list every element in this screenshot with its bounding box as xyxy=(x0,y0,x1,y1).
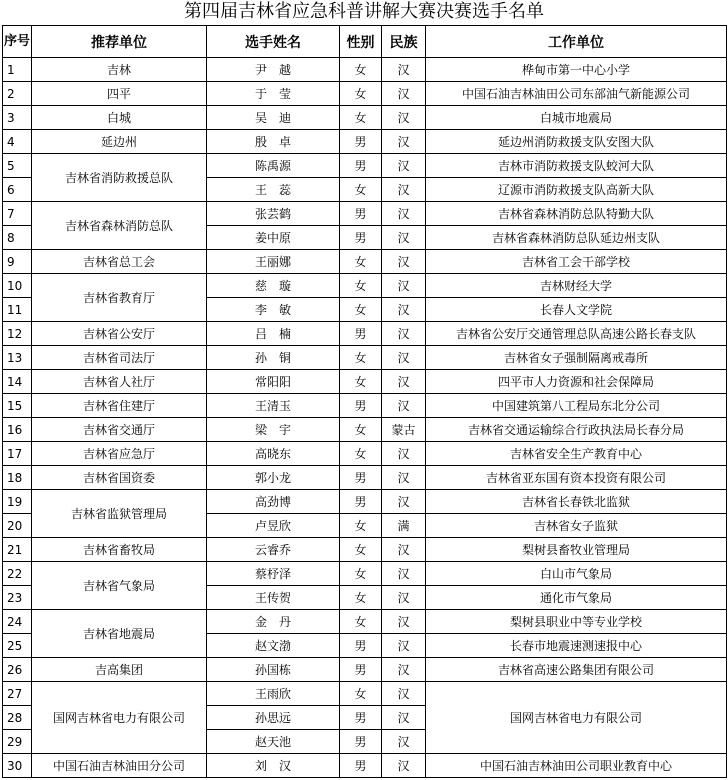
unit-cell[interactable]: 吉林省人社厅 xyxy=(32,370,207,394)
gender-cell[interactable]: 女 xyxy=(340,682,382,706)
workplace-cell[interactable]: 吉林省森林消防总队特勤大队 xyxy=(426,202,727,226)
ethnicity-cell[interactable]: 汉 xyxy=(382,754,426,778)
seq-cell[interactable]: 10 xyxy=(3,274,32,298)
name-cell[interactable]: 梁 宇 xyxy=(207,418,340,442)
workplace-cell[interactable]: 吉林省长春铁北监狱 xyxy=(426,490,727,514)
gender-cell[interactable]: 男 xyxy=(340,226,382,250)
seq-cell[interactable]: 28 xyxy=(3,706,32,730)
table-row xyxy=(3,58,727,82)
workplace-cell[interactable]: 桦甸市第一中心小学 xyxy=(426,58,727,82)
seq-cell[interactable]: 8 xyxy=(3,226,32,250)
ethnicity-cell[interactable]: 汉 xyxy=(382,634,426,658)
seq-cell[interactable]: 26 xyxy=(3,658,32,682)
seq-cell[interactable]: 6 xyxy=(3,178,32,202)
workplace-cell[interactable]: 白城市地震局 xyxy=(426,106,727,130)
seq-cell[interactable]: 23 xyxy=(3,586,32,610)
seq-cell[interactable]: 24 xyxy=(3,610,32,634)
ethnicity-cell[interactable]: 汉 xyxy=(382,82,426,106)
table-row xyxy=(3,346,727,370)
unit-cell[interactable]: 吉林省地震局 xyxy=(32,610,207,658)
name-cell[interactable]: 慈 璇 xyxy=(207,274,340,298)
unit-cell[interactable]: 吉林省消防救援总队 xyxy=(32,154,207,202)
header-ethnicity[interactable]: 民族 xyxy=(382,26,426,58)
workplace-cell[interactable]: 吉林省公安厅交通管理总队高速公路长春支队 xyxy=(426,322,727,346)
unit-cell[interactable]: 吉林省监狱管理局 xyxy=(32,490,207,538)
name-cell[interactable]: 于 莹 xyxy=(207,82,340,106)
ethnicity-cell[interactable]: 汉 xyxy=(382,586,426,610)
seq-cell[interactable]: 25 xyxy=(3,634,32,658)
gender-cell[interactable]: 男 xyxy=(340,394,382,418)
gender-cell[interactable]: 女 xyxy=(340,442,382,466)
gender-cell[interactable]: 女 xyxy=(340,58,382,82)
ethnicity-cell[interactable]: 汉 xyxy=(382,154,426,178)
gender-cell[interactable]: 男 xyxy=(340,658,382,682)
unit-cell[interactable]: 吉林省气象局 xyxy=(32,562,207,610)
gender-cell[interactable]: 男 xyxy=(340,730,382,754)
gender-cell[interactable]: 男 xyxy=(340,322,382,346)
seq-cell[interactable]: 12 xyxy=(3,322,32,346)
seq-cell[interactable]: 18 xyxy=(3,466,32,490)
name-cell[interactable]: 王丽娜 xyxy=(207,250,340,274)
gender-cell[interactable]: 女 xyxy=(340,418,382,442)
ethnicity-cell[interactable]: 汉 xyxy=(382,394,426,418)
gender-cell[interactable]: 男 xyxy=(340,634,382,658)
finalist-table xyxy=(2,25,727,778)
unit-cell[interactable]: 四平 xyxy=(32,82,207,106)
name-cell[interactable]: 蔡杼泽 xyxy=(207,562,340,586)
ethnicity-cell[interactable]: 蒙古 xyxy=(382,418,426,442)
header-row xyxy=(3,26,727,58)
unit-cell[interactable]: 吉林省教育厅 xyxy=(32,274,207,322)
gender-cell[interactable]: 女 xyxy=(340,298,382,322)
name-cell[interactable]: 常阳阳 xyxy=(207,370,340,394)
name-cell[interactable]: 吕 楠 xyxy=(207,322,340,346)
seq-cell[interactable]: 13 xyxy=(3,346,32,370)
unit-cell[interactable]: 吉林 xyxy=(32,58,207,82)
table-row xyxy=(3,274,727,298)
name-cell[interactable]: 王传贺 xyxy=(207,586,340,610)
gender-cell[interactable]: 女 xyxy=(340,106,382,130)
workplace-cell[interactable]: 吉林财经大学 xyxy=(426,274,727,298)
ethnicity-cell[interactable]: 汉 xyxy=(382,658,426,682)
name-cell[interactable]: 殷 卓 xyxy=(207,130,340,154)
workplace-cell[interactable]: 延边州消防救援支队安图大队 xyxy=(426,130,727,154)
workplace-cell[interactable]: 吉林省高速公路集团有限公司 xyxy=(426,658,727,682)
name-cell[interactable]: 孙思远 xyxy=(207,706,340,730)
table-row xyxy=(3,490,727,514)
table-row xyxy=(3,418,727,442)
seq-cell[interactable]: 2 xyxy=(3,82,32,106)
gender-cell[interactable]: 女 xyxy=(340,346,382,370)
table-row xyxy=(3,562,727,586)
ethnicity-cell[interactable]: 汉 xyxy=(382,346,426,370)
name-cell[interactable]: 王 蕊 xyxy=(207,178,340,202)
table-row xyxy=(3,682,727,706)
ethnicity-cell[interactable]: 汉 xyxy=(382,490,426,514)
gender-cell[interactable]: 男 xyxy=(340,130,382,154)
seq-cell[interactable]: 21 xyxy=(3,538,32,562)
unit-cell[interactable]: 吉林省畜牧局 xyxy=(32,538,207,562)
seq-cell[interactable]: 3 xyxy=(3,106,32,130)
unit-cell[interactable]: 吉林省公安厅 xyxy=(32,322,207,346)
unit-cell[interactable]: 延边州 xyxy=(32,130,207,154)
table-row xyxy=(3,106,727,130)
seq-cell[interactable]: 22 xyxy=(3,562,32,586)
name-cell[interactable]: 孙 铜 xyxy=(207,346,340,370)
workplace-cell[interactable]: 白山市气象局 xyxy=(426,562,727,586)
ethnicity-cell[interactable]: 满 xyxy=(382,514,426,538)
gender-cell[interactable]: 男 xyxy=(340,490,382,514)
workplace-cell[interactable]: 梨树县职业中等专业学校 xyxy=(426,610,727,634)
ethnicity-cell[interactable]: 汉 xyxy=(382,682,426,706)
gender-cell[interactable]: 男 xyxy=(340,706,382,730)
gender-cell[interactable]: 女 xyxy=(340,82,382,106)
workplace-cell[interactable]: 长春人文学院 xyxy=(426,298,727,322)
table-row xyxy=(3,610,727,634)
unit-cell[interactable]: 中国石油吉林油田分公司 xyxy=(32,754,207,778)
ethnicity-cell[interactable]: 汉 xyxy=(382,298,426,322)
name-cell[interactable]: 刘 汉 xyxy=(207,754,340,778)
seq-cell[interactable]: 16 xyxy=(3,418,32,442)
ethnicity-cell[interactable]: 汉 xyxy=(382,610,426,634)
workplace-cell[interactable]: 中国石油吉林油田公司东部油气新能源公司 xyxy=(426,82,727,106)
workplace-cell[interactable]: 吉林省森林消防总队延边州支队 xyxy=(426,226,727,250)
unit-cell[interactable]: 吉林省应急厅 xyxy=(32,442,207,466)
ethnicity-cell[interactable]: 汉 xyxy=(382,442,426,466)
ethnicity-cell[interactable]: 汉 xyxy=(382,106,426,130)
table-row xyxy=(3,370,727,394)
gender-cell[interactable]: 女 xyxy=(340,370,382,394)
workplace-cell[interactable]: 吉林省女子强制隔离戒毒所 xyxy=(426,346,727,370)
unit-cell[interactable]: 吉林省国资委 xyxy=(32,466,207,490)
name-cell[interactable]: 赵天池 xyxy=(207,730,340,754)
unit-cell[interactable]: 吉林省森林消防总队 xyxy=(32,202,207,250)
seq-cell[interactable]: 30 xyxy=(3,754,32,778)
seq-cell[interactable]: 29 xyxy=(3,730,32,754)
table-row xyxy=(3,394,727,418)
gender-cell[interactable]: 女 xyxy=(340,514,382,538)
workplace-cell[interactable]: 吉林省工会干部学校 xyxy=(426,250,727,274)
table-row xyxy=(3,154,727,178)
seq-cell[interactable]: 7 xyxy=(3,202,32,226)
header-seq[interactable]: 序号 xyxy=(3,26,32,58)
table-row xyxy=(3,538,727,562)
name-cell[interactable]: 高劲博 xyxy=(207,490,340,514)
seq-cell[interactable]: 20 xyxy=(3,514,32,538)
seq-cell[interactable]: 27 xyxy=(3,682,32,706)
gender-cell[interactable]: 女 xyxy=(340,538,382,562)
seq-cell[interactable]: 11 xyxy=(3,298,32,322)
seq-cell[interactable]: 4 xyxy=(3,130,32,154)
seq-cell[interactable]: 19 xyxy=(3,490,32,514)
gender-cell[interactable]: 女 xyxy=(340,610,382,634)
ethnicity-cell[interactable]: 汉 xyxy=(382,562,426,586)
name-cell[interactable]: 尹 越 xyxy=(207,58,340,82)
table-row xyxy=(3,754,727,778)
name-cell[interactable]: 金 丹 xyxy=(207,610,340,634)
header-gender[interactable]: 性别 xyxy=(340,26,382,58)
unit-cell[interactable]: 吉林省住建厅 xyxy=(32,394,207,418)
gender-cell[interactable]: 女 xyxy=(340,250,382,274)
seq-cell[interactable]: 14 xyxy=(3,370,32,394)
name-cell[interactable]: 王雨欣 xyxy=(207,682,340,706)
table-row xyxy=(3,466,727,490)
ethnicity-cell[interactable]: 汉 xyxy=(382,538,426,562)
seq-cell[interactable]: 5 xyxy=(3,154,32,178)
ethnicity-cell[interactable]: 汉 xyxy=(382,226,426,250)
workplace-cell[interactable]: 吉林省女子监狱 xyxy=(426,514,727,538)
ethnicity-cell[interactable]: 汉 xyxy=(382,370,426,394)
name-cell[interactable]: 王清玉 xyxy=(207,394,340,418)
ethnicity-cell[interactable]: 汉 xyxy=(382,202,426,226)
gender-cell[interactable]: 男 xyxy=(340,154,382,178)
gender-cell[interactable]: 女 xyxy=(340,178,382,202)
gender-cell[interactable]: 男 xyxy=(340,466,382,490)
workplace-cell[interactable]: 通化市气象局 xyxy=(426,586,727,610)
name-cell[interactable]: 姜中原 xyxy=(207,226,340,250)
name-cell[interactable]: 赵文渤 xyxy=(207,634,340,658)
name-cell[interactable]: 张芸鹤 xyxy=(207,202,340,226)
workplace-cell[interactable]: 梨树县畜牧业管理局 xyxy=(426,538,727,562)
table-row xyxy=(3,322,727,346)
name-cell[interactable]: 陈禹源 xyxy=(207,154,340,178)
seq-cell[interactable]: 1 xyxy=(3,58,32,82)
ethnicity-cell[interactable]: 汉 xyxy=(382,58,426,82)
workplace-cell[interactable]: 四平市人力资源和社会保障局 xyxy=(426,370,727,394)
table-row xyxy=(3,250,727,274)
name-cell[interactable]: 郭小龙 xyxy=(207,466,340,490)
seq-cell[interactable]: 9 xyxy=(3,250,32,274)
seq-cell[interactable]: 15 xyxy=(3,394,32,418)
ethnicity-cell[interactable]: 汉 xyxy=(382,250,426,274)
header-name[interactable]: 选手姓名 xyxy=(207,26,340,58)
unit-cell[interactable]: 吉高集团 xyxy=(32,658,207,682)
table-row xyxy=(3,82,727,106)
gender-cell[interactable]: 女 xyxy=(340,562,382,586)
workplace-cell[interactable]: 辽源市消防救援支队高新大队 xyxy=(426,178,727,202)
name-cell[interactable]: 孙国栋 xyxy=(207,658,340,682)
workplace-cell[interactable]: 吉林省亚东国有资本投资有限公司 xyxy=(426,466,727,490)
workplace-cell[interactable]: 国网吉林省电力有限公司 xyxy=(426,682,727,754)
header-workplace[interactable]: 工作单位 xyxy=(426,26,727,58)
gender-cell[interactable]: 女 xyxy=(340,274,382,298)
seq-cell[interactable]: 17 xyxy=(3,442,32,466)
ethnicity-cell[interactable]: 汉 xyxy=(382,730,426,754)
unit-cell[interactable]: 国网吉林省电力有限公司 xyxy=(32,682,207,754)
ethnicity-cell[interactable]: 汉 xyxy=(382,466,426,490)
unit-cell[interactable]: 吉林省总工会 xyxy=(32,250,207,274)
ethnicity-cell[interactable]: 汉 xyxy=(382,274,426,298)
ethnicity-cell[interactable]: 汉 xyxy=(382,706,426,730)
workplace-cell[interactable]: 吉林市消防救援支队蛟河大队 xyxy=(426,154,727,178)
gender-cell[interactable]: 男 xyxy=(340,202,382,226)
workplace-cell[interactable]: 长春市地震速测速报中心 xyxy=(426,634,727,658)
workplace-cell[interactable]: 吉林省交通运输综合行政执法局长春分局 xyxy=(426,418,727,442)
ethnicity-cell[interactable]: 汉 xyxy=(382,322,426,346)
unit-cell[interactable]: 白城 xyxy=(32,106,207,130)
table-row xyxy=(3,202,727,226)
unit-cell[interactable]: 吉林省司法厅 xyxy=(32,346,207,370)
workplace-cell[interactable]: 中国建筑第八工程局东北分公司 xyxy=(426,394,727,418)
table-row xyxy=(3,658,727,682)
table-row xyxy=(3,130,727,154)
name-cell[interactable]: 高晓东 xyxy=(207,442,340,466)
name-cell[interactable]: 吴 迪 xyxy=(207,106,340,130)
workplace-cell[interactable]: 中国石油吉林油田公司职业教育中心 xyxy=(426,754,727,778)
workplace-cell[interactable]: 吉林省安全生产教育中心 xyxy=(426,442,727,466)
gender-cell[interactable]: 男 xyxy=(340,754,382,778)
sheet-title: 第四届吉林省应急科普讲解大赛决赛选手名单 xyxy=(184,1,544,22)
name-cell[interactable]: 卢昱欣 xyxy=(207,514,340,538)
gender-cell[interactable]: 女 xyxy=(340,586,382,610)
unit-cell[interactable]: 吉林省交通厅 xyxy=(32,418,207,442)
ethnicity-cell[interactable]: 汉 xyxy=(382,130,426,154)
header-unit[interactable]: 推荐单位 xyxy=(32,26,207,58)
table-row xyxy=(3,442,727,466)
name-cell[interactable]: 李 敏 xyxy=(207,298,340,322)
ethnicity-cell[interactable]: 汉 xyxy=(382,178,426,202)
name-cell[interactable]: 云睿乔 xyxy=(207,538,340,562)
